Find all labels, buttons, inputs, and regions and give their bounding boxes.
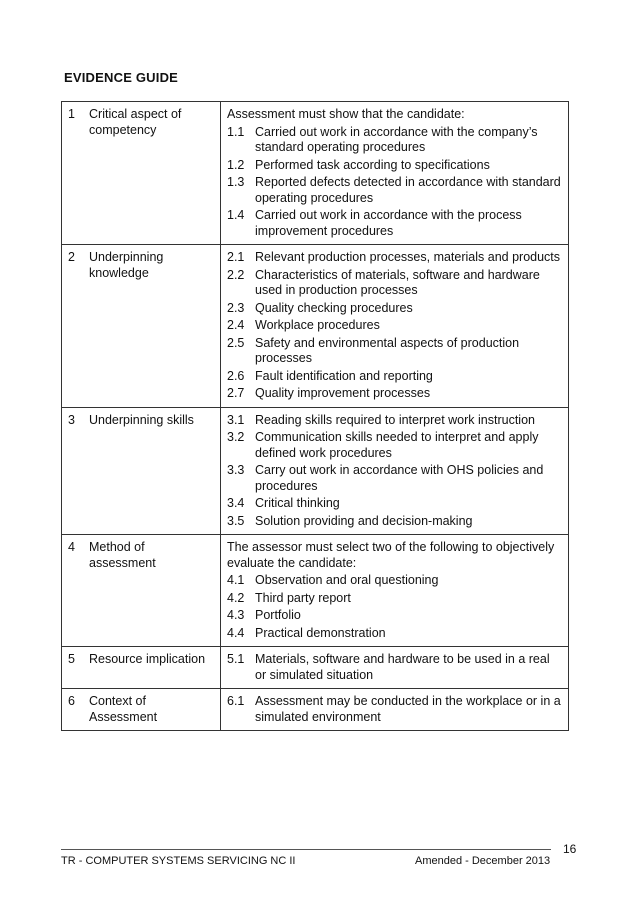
- row-content-cell: [221, 689, 569, 731]
- item-number: 2.4: [227, 318, 245, 332]
- item-text: Safety and environmental aspects of production processes: [255, 335, 520, 365]
- list-item: [227, 268, 562, 299]
- item-text: Reading skills required to interpret work instruction: [255, 412, 535, 427]
- list-item: [227, 386, 562, 402]
- evidence-guide-table: [61, 101, 569, 731]
- document-title: EVIDENCE GUIDE: [64, 70, 179, 85]
- item-number: 4.2: [227, 590, 245, 605]
- list-item: [227, 514, 562, 530]
- row-number: 1: [68, 107, 75, 121]
- list-item: [227, 158, 562, 174]
- row-label: Resource implication: [89, 652, 206, 666]
- item-number: 2.3: [227, 300, 245, 315]
- page-number: 16: [563, 842, 577, 856]
- list-item: [227, 175, 562, 206]
- row-number: 2: [68, 250, 75, 264]
- row-heading-cell: [62, 102, 221, 245]
- item-number: 3.5: [227, 513, 245, 528]
- item-text: Practical demonstration: [255, 625, 386, 640]
- item-number: 3.2: [227, 430, 245, 444]
- row-intro-text: The assessor must select two of the following to objectively evaluate the candidate:: [227, 540, 555, 570]
- item-number: 2.6: [227, 368, 245, 383]
- list-item: [227, 591, 562, 607]
- item-text: Carry out work in accordance with OHS policies and procedures: [255, 463, 544, 493]
- list-item: [227, 608, 562, 624]
- footer-rule: [61, 849, 551, 850]
- item-number: 2.7: [227, 386, 245, 400]
- list-item: [227, 573, 562, 589]
- row-label: Method of assessment: [89, 540, 156, 570]
- row-heading-cell: [62, 535, 221, 647]
- item-text: Portfolio: [255, 608, 301, 622]
- item-text: Communication skills needed to interpret and apply defined work procedures: [255, 430, 539, 460]
- item-number: 2.1: [227, 250, 245, 264]
- list-item: [227, 430, 562, 461]
- item-number: 1.3: [227, 175, 245, 189]
- row-number: 5: [68, 652, 75, 666]
- item-number: 5.1: [227, 652, 245, 666]
- row-content-cell: [221, 647, 569, 689]
- item-text: Reported defects detected in accordance with standard operating procedures: [255, 175, 561, 205]
- item-number: 2.2: [227, 267, 245, 282]
- row-heading-cell: [62, 407, 221, 535]
- list-item: [227, 125, 562, 156]
- row-content-cell: [221, 535, 569, 647]
- item-text: Fault identification and reporting: [255, 368, 433, 383]
- row-intro-text: Assessment must show that the candidate:: [227, 107, 465, 121]
- item-number: 3.3: [227, 463, 245, 477]
- list-item: [227, 301, 562, 317]
- item-text: Characteristics of materials, software and hardware used in production processes: [255, 267, 540, 297]
- guide-row: [62, 535, 569, 647]
- item-text: Third party report: [255, 590, 351, 605]
- item-text: Carried out work in accordance with the process improvement procedures: [255, 208, 522, 238]
- item-text: Observation and oral questioning: [255, 573, 439, 587]
- row-label: Underpinning skills: [89, 412, 194, 427]
- item-number: 3.1: [227, 412, 245, 427]
- list-item: [227, 626, 562, 642]
- row-heading-cell: [62, 647, 221, 689]
- item-text: Performed task according to specifications: [255, 157, 490, 172]
- list-item: [227, 208, 562, 239]
- list-item: [227, 369, 562, 385]
- item-text: Critical thinking: [255, 496, 340, 510]
- item-text: Quality checking procedures: [255, 300, 413, 315]
- item-text: Assessment may be conducted in the workplace or in a simulated environment: [255, 694, 561, 724]
- guide-row: [62, 407, 569, 535]
- item-text: Quality improvement processes: [255, 386, 431, 400]
- item-number: 2.5: [227, 335, 245, 350]
- item-number: 4.1: [227, 573, 245, 587]
- item-number: 1.4: [227, 208, 245, 222]
- list-item: [227, 652, 562, 683]
- row-number: 6: [68, 694, 75, 708]
- row-number: 3: [68, 412, 75, 427]
- guide-row: [62, 102, 569, 245]
- row-content-cell: [221, 102, 569, 245]
- row-label: Context of Assessment: [89, 694, 158, 724]
- row-label: Critical aspect of competency: [89, 107, 182, 137]
- item-number: 4.4: [227, 625, 245, 640]
- row-heading-cell: [62, 689, 221, 731]
- row-heading-cell: [62, 245, 221, 408]
- guide-row: [62, 689, 569, 731]
- guide-row: [62, 245, 569, 408]
- item-number: 3.4: [227, 496, 245, 510]
- item-number: 1.1: [227, 124, 245, 139]
- list-item: [227, 250, 562, 266]
- item-text: Materials, software and hardware to be used in a real or simulated situation: [255, 652, 550, 682]
- item-text: Workplace procedures: [255, 318, 380, 332]
- item-text: Solution providing and decision-making: [255, 513, 473, 528]
- row-content-cell: [221, 245, 569, 408]
- footer-amended-date: Amended - December 2013: [415, 855, 551, 867]
- row-number: 4: [68, 540, 75, 554]
- item-number: 6.1: [227, 694, 245, 708]
- item-number: 1.2: [227, 157, 245, 172]
- row-content-cell: [221, 407, 569, 535]
- list-item: [227, 694, 562, 725]
- list-item: [227, 413, 562, 429]
- list-item: [227, 318, 562, 334]
- item-text: Carried out work in accordance with the company’s standard operating procedures: [255, 124, 538, 154]
- item-number: 4.3: [227, 608, 245, 622]
- item-text: Relevant production processes, materials and products: [255, 250, 561, 264]
- guide-row: [62, 647, 569, 689]
- list-item: [227, 496, 562, 512]
- list-item: [227, 336, 562, 367]
- list-item: [227, 463, 562, 494]
- footer-document-name: TR - COMPUTER SYSTEMS SERVICING NC II: [61, 855, 296, 867]
- row-label: Underpinning knowledge: [89, 250, 164, 280]
